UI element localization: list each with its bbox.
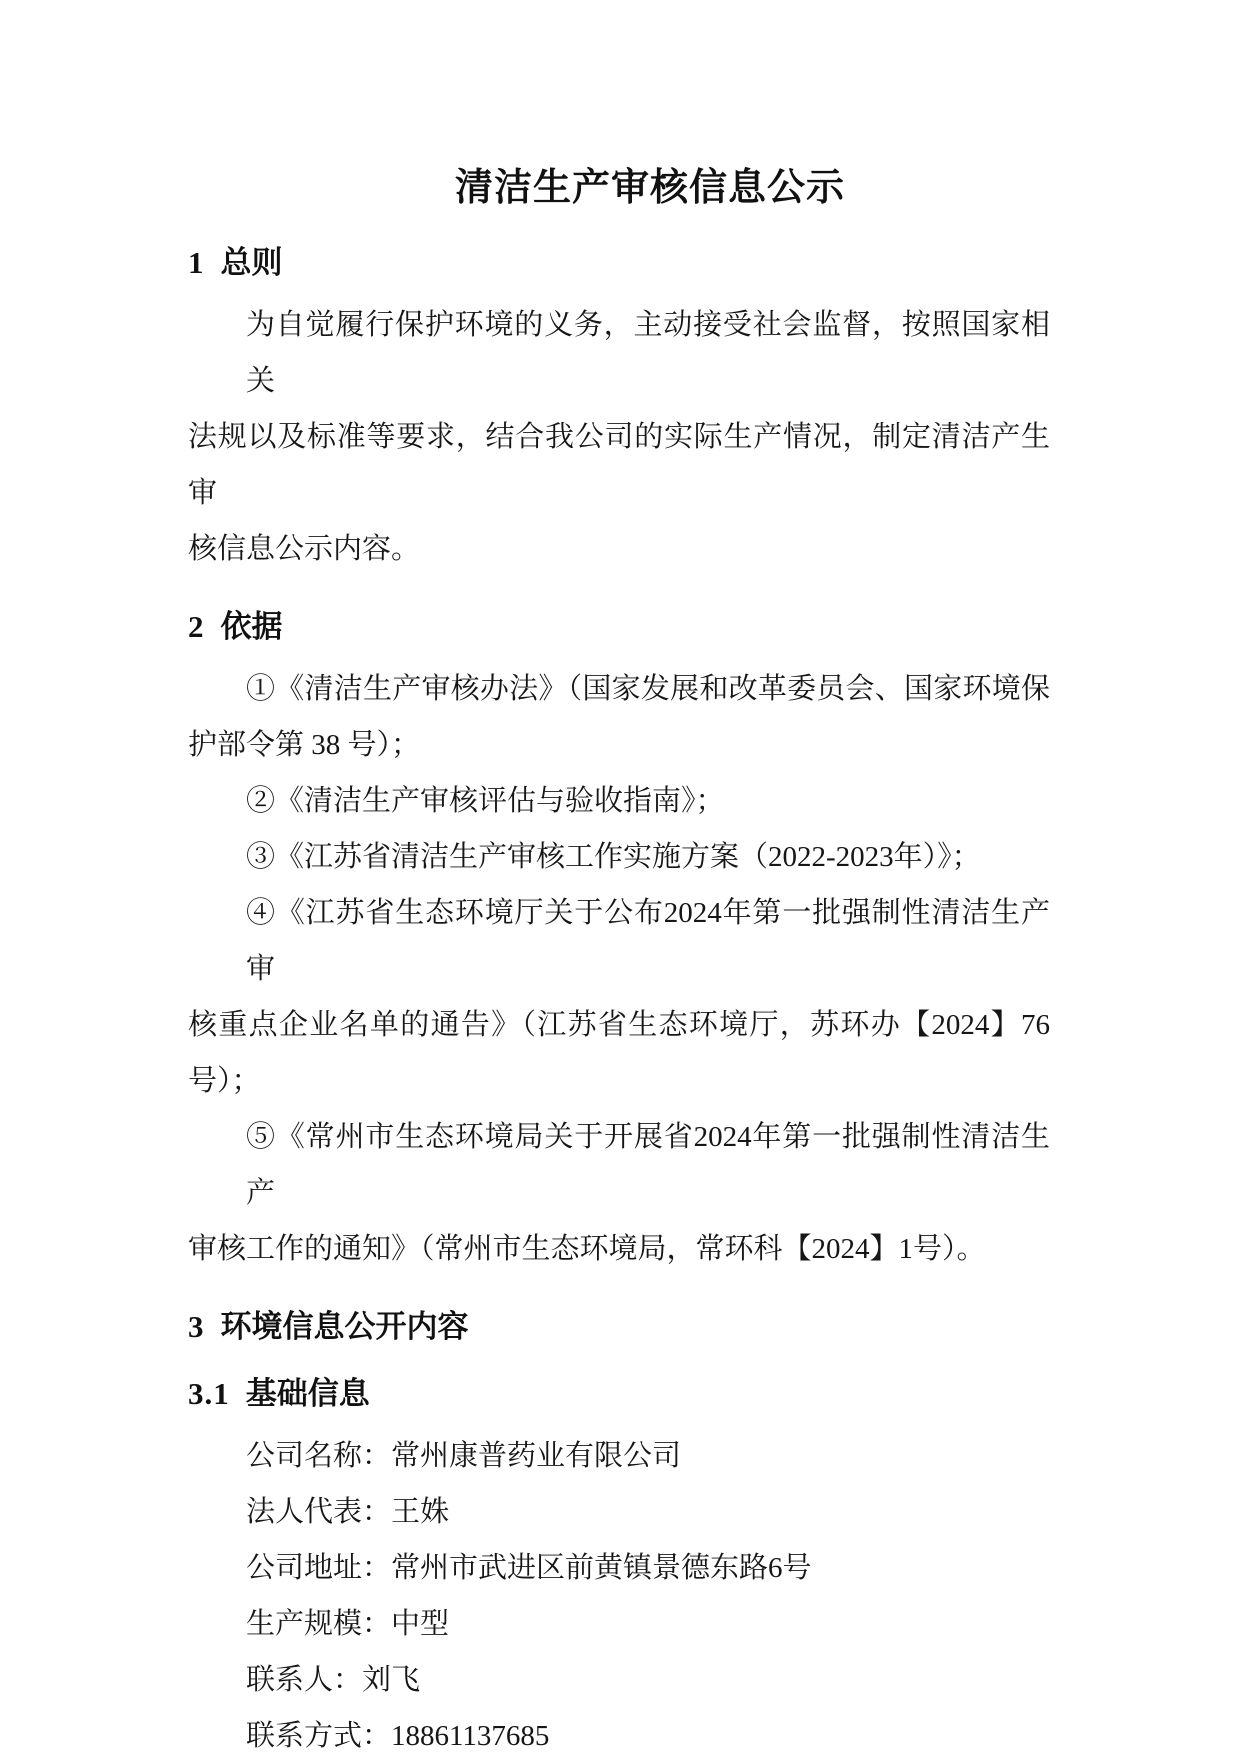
text-line: 生产规模：中型 <box>246 1608 450 1640</box>
basis-item-2 <box>188 773 1050 829</box>
text-line: ②《清洁生产审核评估与验收指南》； <box>246 785 725 817</box>
text-line: 审核工作的通知》（常州市生态环境局，常环科【2024】1号）。 <box>188 1233 986 1265</box>
heading-number: 3 <box>188 1309 205 1344</box>
text-line: 核重点企业名单的通告》（江苏省生态环境厅，苏环办【2024】76 <box>188 1009 1050 1041</box>
heading-text: 基础信息 <box>245 1376 370 1411</box>
document-title: 清洁生产审核信息公示 <box>454 167 845 209</box>
heading-1-general <box>188 213 1050 297</box>
info-line-address <box>188 1540 1050 1596</box>
heading-2-basis <box>188 577 1050 661</box>
heading-text: 环境信息公开内容 <box>220 1309 469 1344</box>
basis-item-1 <box>188 661 1050 773</box>
heading-text: 依据 <box>220 609 283 644</box>
heading-3-disclosure <box>188 1277 1050 1361</box>
text-line: 公司名称：常州康普药业有限公司 <box>246 1440 682 1472</box>
heading-number: 3.1 <box>188 1376 230 1411</box>
text-line: ⑤《常州市生态环境局关于开展省2024年第一批强制性清洁生产 <box>246 1121 1050 1209</box>
heading-text: 总则 <box>220 245 283 280</box>
text-line: 公司地址：常州市武进区前黄镇景德东路6号 <box>246 1552 812 1584</box>
info-line-legal-representative <box>188 1484 1050 1540</box>
text-line: ③《江苏省清洁生产审核工作实施方案（2022-2023年）》； <box>246 841 981 873</box>
text-line: 核信息公示内容。 <box>188 533 421 565</box>
basis-item-5 <box>188 1109 1050 1277</box>
document-body <box>0 213 1240 1753</box>
heading-number: 2 <box>188 609 205 644</box>
text-line: 护部令第 38 号）； <box>188 729 421 761</box>
info-line-contact-phone <box>188 1708 1050 1753</box>
text-line: 法人代表：王姝 <box>246 1496 450 1528</box>
info-line-production-scale <box>188 1596 1050 1652</box>
info-line-company-name <box>188 1428 1050 1484</box>
heading-3-1-basic-info <box>188 1361 1050 1428</box>
basis-item-3 <box>188 829 1050 885</box>
text-line: 法规以及标准等要求，结合我公司的实际生产情况，制定清洁产生审 <box>188 421 1050 509</box>
info-line-contact-person <box>188 1652 1050 1708</box>
text-line: ④《江苏省生态环境厅关于公布2024年第一批强制性清洁生产审 <box>246 897 1050 985</box>
para-preamble <box>188 297 1050 577</box>
heading-number: 1 <box>188 245 205 280</box>
text-line: 为自觉履行保护环境的义务，主动接受社会监督，按照国家相关 <box>246 309 1050 397</box>
text-line: 联系人：刘飞 <box>246 1664 421 1696</box>
basis-item-4 <box>188 885 1050 1109</box>
text-line: 号）； <box>188 1065 261 1097</box>
text-line: 联系方式：18861137685 <box>246 1720 550 1752</box>
text-line: ①《清洁生产审核办法》（国家发展和改革委员会、国家环境保 <box>246 673 1050 705</box>
